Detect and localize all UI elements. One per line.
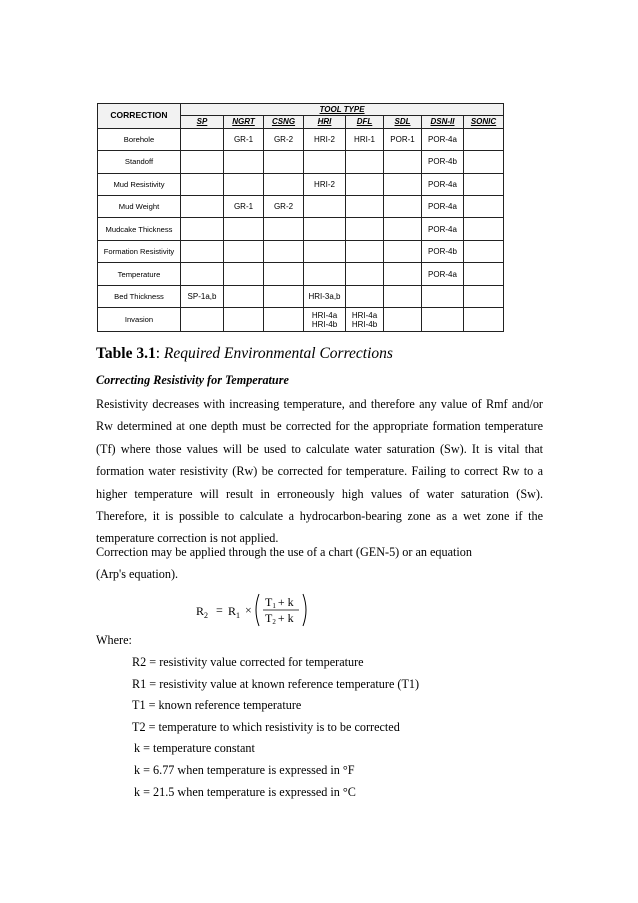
right-paren: [303, 594, 306, 626]
row-label: Borehole: [98, 128, 181, 150]
row-label: Bed Thickness: [98, 285, 181, 307]
table-cell: POR-4a: [422, 128, 464, 150]
table-cell: [464, 218, 504, 240]
table-row: [98, 173, 504, 195]
table-cell: POR-4b: [422, 240, 464, 262]
table-cell: HRI-1: [346, 128, 384, 150]
definition-k-celsius: k = 21.5 when temperature is expressed in °C: [134, 785, 356, 799]
table-cell: [181, 173, 224, 195]
table-cell: [346, 218, 384, 240]
definition-r2: R2 = resistivity value corrected for temperature: [132, 655, 364, 669]
table-cell: [224, 263, 264, 285]
table-row: [98, 218, 504, 240]
table-cell: [304, 196, 346, 218]
table-row: [98, 285, 504, 307]
definition-k: k = temperature constant: [134, 741, 255, 755]
table-cell: [346, 308, 384, 332]
formula-lhs: $R_2$: [196, 604, 209, 620]
table-cell: [422, 308, 464, 332]
table-cell: HRI-3a,b: [304, 285, 346, 307]
table-cell: HRI-2: [304, 128, 346, 150]
table-cell: GR-1: [224, 196, 264, 218]
definition-t2: T2 = temperature to which resistivity is to be corrected: [132, 720, 400, 734]
table-cell: [346, 151, 384, 173]
tool-header: SONIC: [464, 115, 504, 128]
table-cell: [304, 240, 346, 262]
tool-header: CSNG: [264, 115, 304, 128]
table-cell: [346, 173, 384, 195]
table-cell: SP-1a,b: [181, 285, 224, 307]
section-heading: Correcting Resistivity for Temperature: [96, 373, 289, 387]
tool-header: DFL: [346, 115, 384, 128]
table-cell: [181, 218, 224, 240]
row-label: Standoff: [98, 151, 181, 173]
table-cell: [181, 263, 224, 285]
table-cell: [384, 308, 422, 332]
row-label: Formation Resistivity: [98, 240, 181, 262]
table-cell: [346, 196, 384, 218]
table-cell: POR-4a: [422, 263, 464, 285]
method-text-line-2: (Arp's equation).: [96, 567, 179, 581]
table-cell: [422, 285, 464, 307]
caption-separator: :: [155, 345, 164, 362]
tool-header: SDL: [384, 115, 422, 128]
caption-title: Required Environmental Corrections: [163, 345, 393, 362]
table-cell: [464, 151, 504, 173]
tool-header: SP: [181, 115, 224, 128]
table-cell: [181, 128, 224, 150]
table-cell: [464, 308, 504, 332]
invasion-chart-ref: HRI-4a: [311, 310, 338, 320]
table-cell: POR-4b: [422, 151, 464, 173]
table-cell: [304, 151, 346, 173]
table-cell: [464, 285, 504, 307]
left-paren: [256, 594, 259, 626]
table-cell: [384, 285, 422, 307]
table-body: [98, 128, 504, 331]
tool-header: NGRT: [224, 115, 264, 128]
table-cell: [384, 240, 422, 262]
table-cell: [304, 263, 346, 285]
table-cell: [346, 240, 384, 262]
table-cell: [464, 263, 504, 285]
table-cell: [224, 308, 264, 332]
body-paragraph: Resistivity decreases with increasing temperature, and therefore any value of Rmf and/or Rw determined at one depth must be corrected for the appropriate formation temperature (Tf) where those values will be used to calculate water saturation (Sw). It is vital that formation water resistivity (Rw) be corrected for temperature. Failing to correct Rw to a higher temperature will result in erroneously high values of water saturation (Sw). Therefore, it is possible to calculate a hydrocarbon-bearing zone as a wet zone if the temperature correction is not applied.: [96, 397, 543, 546]
row-label: Invasion: [98, 308, 181, 332]
formula-times: ×: [245, 603, 252, 617]
arps-equation: [196, 592, 310, 628]
table-row: [98, 240, 504, 262]
table-cell: [304, 218, 346, 240]
table-row: [98, 196, 504, 218]
definition-k-fahrenheit: k = 6.77 when temperature is expressed in °F: [134, 763, 355, 777]
corrections-table: [97, 103, 504, 332]
table-caption: [96, 345, 393, 363]
table-cell: [384, 263, 422, 285]
tool-header: HRI: [304, 115, 346, 128]
table-cell: POR-4a: [422, 173, 464, 195]
table-cell: [264, 263, 304, 285]
table-cell: [384, 218, 422, 240]
formula-r1: $R_1$: [228, 604, 241, 620]
table-cell: [384, 151, 422, 173]
definition-t1: T1 = known reference temperature: [132, 698, 302, 712]
row-label: Mud Weight: [98, 196, 181, 218]
table-cell: [224, 151, 264, 173]
table-cell: [181, 308, 224, 332]
table-cell: POR-4a: [422, 196, 464, 218]
table-cell: [346, 263, 384, 285]
table-cell: [464, 173, 504, 195]
table-cell: [181, 151, 224, 173]
table-cell: GR-2: [264, 196, 304, 218]
table-cell: [224, 173, 264, 195]
formula-denominator: T2 + k: [265, 611, 294, 626]
table-cell: [224, 218, 264, 240]
table-row: [98, 128, 504, 150]
caption-number: Table 3.1: [96, 345, 156, 362]
table-cell: [384, 196, 422, 218]
row-label: Mudcake Thickness: [98, 218, 181, 240]
table-cell: [264, 173, 304, 195]
table-cell: POR-4a: [422, 218, 464, 240]
tool-type-header: TOOL TYPE: [181, 104, 504, 116]
row-label: Temperature: [98, 263, 181, 285]
table-row: [98, 151, 504, 173]
row-label: Mud Resistivity: [98, 173, 181, 195]
invasion-chart-ref: HRI-4a: [351, 310, 378, 320]
formula-numerator: T1 + k: [265, 595, 294, 610]
table-cell: [224, 240, 264, 262]
table-cell: [264, 285, 304, 307]
table-row: [98, 263, 504, 285]
table-cell: [224, 285, 264, 307]
formula-equals: =: [216, 603, 223, 617]
table-cell: [264, 308, 304, 332]
table-cell: [181, 240, 224, 262]
table-cell: [464, 128, 504, 150]
invasion-chart-ref: HRI-4b: [351, 319, 378, 329]
table-cell: [346, 285, 384, 307]
table-cell: POR-1: [384, 128, 422, 150]
table-row-invasion: [98, 308, 504, 332]
table-cell: GR-2: [264, 128, 304, 150]
table-cell: [464, 240, 504, 262]
table-cell: [264, 240, 304, 262]
table-cell: GR-1: [224, 128, 264, 150]
table-cell: [181, 196, 224, 218]
method-text-line-1: Correction may be applied through the use of a chart (GEN-5) or an equation: [96, 545, 472, 559]
definition-r1: R1 = resistivity value at known reference temperature (T1): [132, 677, 420, 691]
table-cell: [264, 151, 304, 173]
where-label: Where:: [96, 633, 132, 647]
invasion-chart-ref: HRI-4b: [311, 319, 338, 329]
table-cell: [464, 196, 504, 218]
table-cell: [304, 308, 346, 332]
correction-header: CORRECTION: [98, 104, 181, 129]
tool-header: DSN-II: [422, 115, 464, 128]
table-cell: [264, 218, 304, 240]
table-cell: HRI-2: [304, 173, 346, 195]
table-cell: [384, 173, 422, 195]
